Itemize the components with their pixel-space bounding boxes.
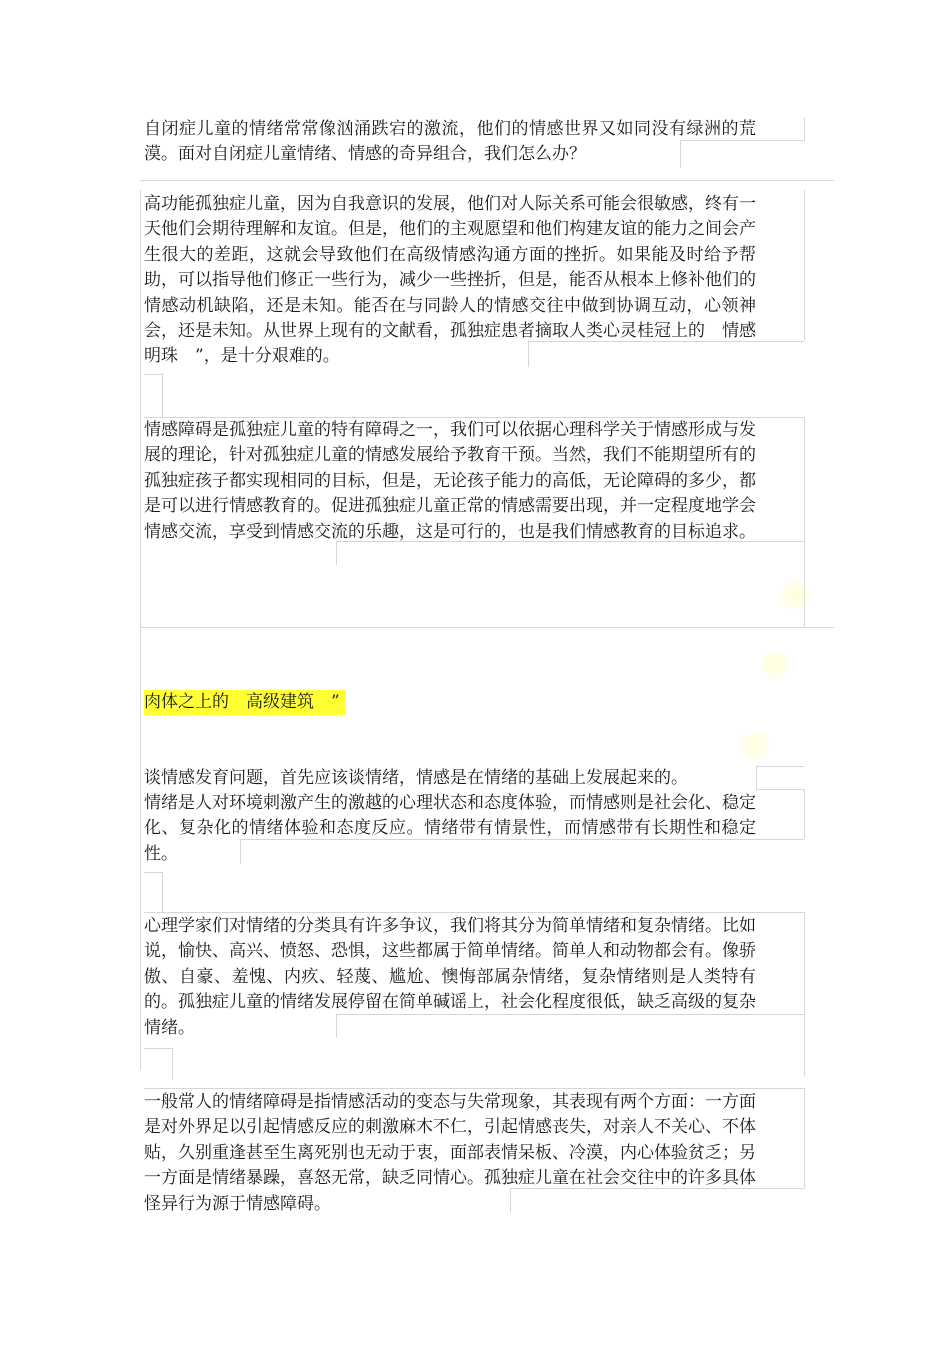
paragraph-emotional-disorder: 情感障碍是孤独症儿童的特有障碍之一，我们可以依据心理科学关于情感形成与发展的理论，针对孤独症儿童的情感发展给予教育干预。当然，我们不能期望所有的孤独症孩子都实现相同的目标，但是，无论孩子能力的高低，无论障碍的多少，都是可以进行情感教育的。促进孤独症儿童正常的情感需要出现，并一定程度地学会情感交流，享受到情感交流的乐趣，这是可行的，也是我们情感教育的目标追求。: [144, 420, 756, 542]
highlight-glow: [780, 580, 810, 610]
intro-paragraph: 自闭症儿童的情绪常常像汹涌跌宕的激流，他们的情感世界又如同没有绿洲的荒漠。面对自闭症儿童情绪、情感的奇异组合，我们怎么办？: [144, 119, 756, 165]
paragraph-emotion-development: 谈情感发育问题，首先应该谈情绪，情感是在情绪的基础上发展起来的。: [144, 768, 688, 788]
paragraph-emotion-definition: 情绪是人对环境刺激产生的激越的心理状态和态度体验，而情感则是社会化、稳定化、复杂化的情绪体验和态度反应。情绪带有情景性，而情感带有长期性和稳定性。: [144, 793, 756, 864]
highlight-glow: [760, 650, 790, 680]
paragraph-emotion-classification: 心理学家们对情绪的分类具有许多争议，我们将其分为简单情绪和复杂情绪。比如说，愉快、高兴、愤怒、恐惧，这些都属于简单情绪。简单人和动物都会有。像骄傲、自豪、羞愧、内疚、轻蔑、尴尬、懊悔部属杂情绪，复杂情绪则是人类特有的。孤独症儿童的情绪发展停留在简单碱谣上，社会化程度很低，缺乏高级的复杂情绪。: [144, 916, 756, 1038]
section-heading: 肉体之上的 高级建筑 ”: [144, 690, 346, 715]
paragraph-high-functioning: 高功能孤独症儿童，因为自我意识的发展，他们对人际关系可能会很敏感，终有一天他们会期待理解和友谊。但是，他们的主观愿望和他们构建友谊的能力之间会产生很大的差距，这就会导致他们在高级情感沟通方面的挫折。如果能及时给予帮助，可以指导他们修正一些行为，减少一些挫折，但是，能否从根本上修补他们的情感动机缺陷，还是未知。能否在与同龄人的情感交往中做到协调互动，心领神会，还是未知。从世界上现有的文献看，孤独症患者摘取人类心灵桂冠上的 情感明珠 ”，是十分艰难的。: [144, 194, 756, 367]
paragraph-emotion-disorder: 一般常人的情绪障碍是指情感活动的变态与失常现象，其表现有两个方面：一方面是对外界足以引起情感反应的刺激麻木不仁，引起情感丧失，对亲人不关心、不体贴，久别重逢甚至生离死别也无动于衷，面部表情呆板、冷漠，内心体验贫乏；另一方面是情绪暴躁，喜怒无常，缺乏同情心。孤独症儿童在社会交往中的许多具体怪异行为源于情感障碍。: [144, 1092, 756, 1214]
highlight-glow: [740, 730, 770, 760]
